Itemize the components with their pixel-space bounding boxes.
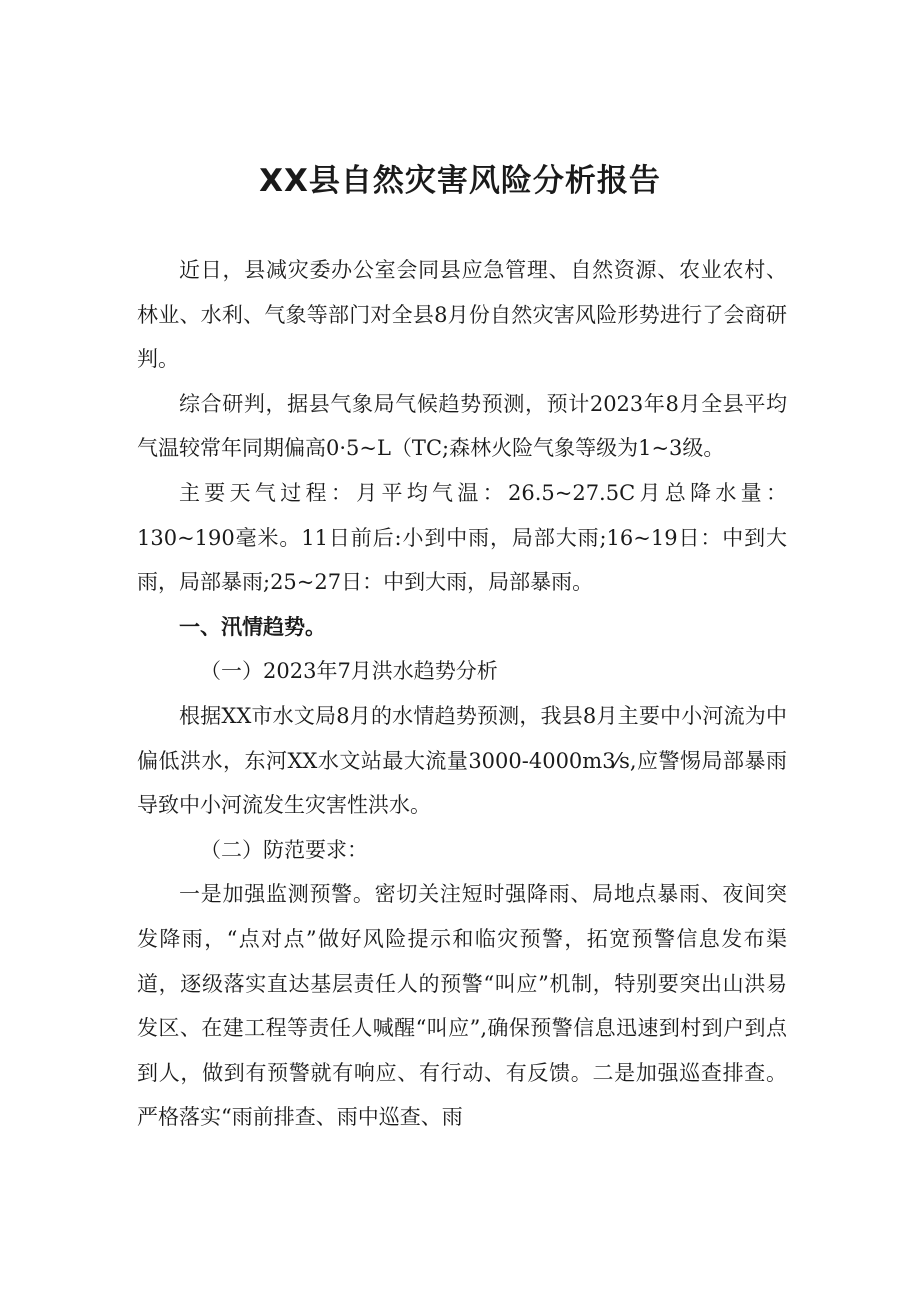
weather-paragraph: 主要天气过程：月平均气温：26.5~27.5C月总降水量：130~190毫米。11日前后:小到中雨，局部大雨;16~19日：中到大雨，局部暴雨;25~27日：中到大雨，局部暴雨。: [137, 480, 787, 595]
flood-analysis-paragraph: 根据XX市水文局8月的水情趋势预测，我县8月主要中小河流为中偏低洪水，东河XX水文站最大流量3000-4000m3⁄s,应警惕局部暴雨导致中小河流发生灾害性洪水。: [137, 703, 787, 818]
document-body: [137, 248, 787, 1140]
prevention-paragraph: 一是加强监测预警。密切关注短时强降雨、局地点暴雨、夜间突发降雨，“点对点”做好风险提示和临灾预警，拓宽预警信息发布渠道，逐级落实直达基层责任人的预警“叫应”机制，特别要突出山洪易发区、在建工程等责任人喊醒“叫应”,确保预警信息迅速到村到户到点到人，做到有预警就有响应、有行动、有反馈。二是加强巡查排查。严格落实“雨前排查、雨中巡查、雨: [137, 882, 787, 1130]
summary-paragraph: 综合研判，据县气象局气候趋势预测，预计2023年8月全县平均气温较常年同期偏高0·5~L（TC;森林火险气象等级为1~3级。: [137, 391, 787, 461]
intro-paragraph: 近日，县减灾委办公室会同县应急管理、自然资源、农业农村、林业、水利、气象等部门对全县8月份自然灾害风险形势进行了会商研判。: [137, 258, 787, 372]
subsection-heading-flood-analysis: （一）2023年7月洪水趋势分析: [200, 659, 498, 684]
subsection-heading-prevention: （二）防范要求：: [200, 837, 368, 862]
section-heading-flood-trend: 一、汛情趋势。: [179, 614, 326, 639]
document-title: XX县自然灾害风险分析报告: [259, 163, 661, 199]
